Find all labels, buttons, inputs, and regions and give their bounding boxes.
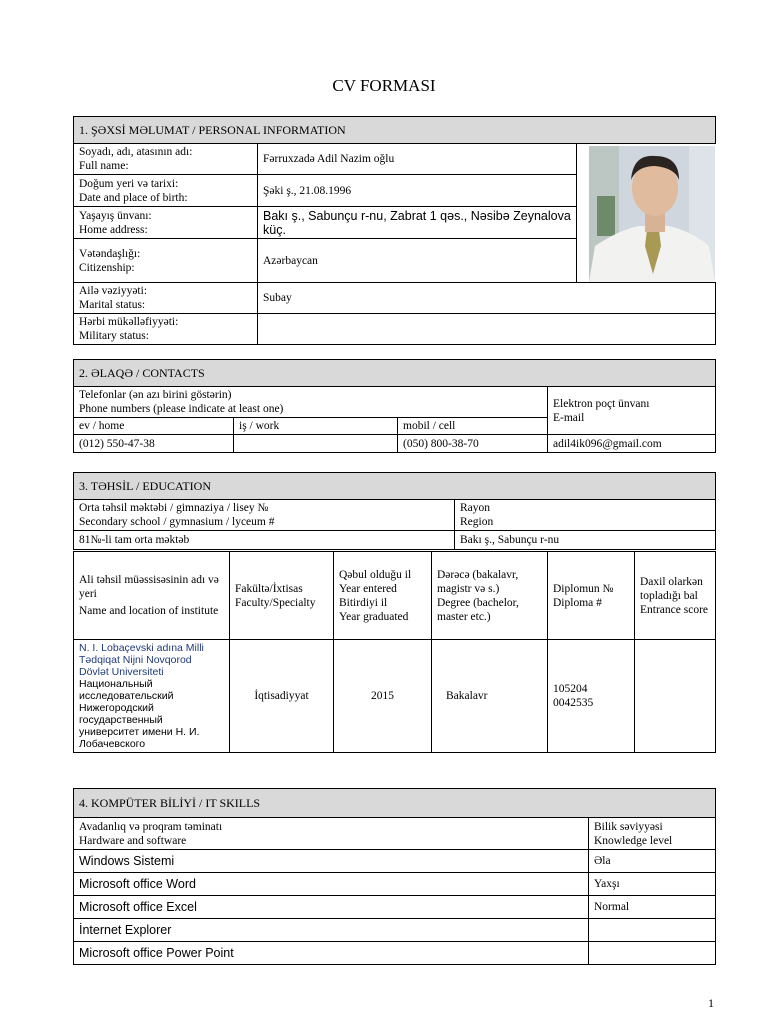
email-label: Elektron poçt ünvanı E-mail: [548, 387, 716, 435]
it-skill-name: Microsoft office Power Point: [74, 942, 589, 965]
work-phone-label: iş / work: [234, 418, 398, 435]
profile-photo: [589, 146, 715, 282]
software-header: Avadanlıq və proqram təminatı Hardware and software: [74, 818, 589, 850]
citizenship-value: Azərbaycan: [258, 239, 577, 283]
marital-value: Subay: [258, 283, 716, 314]
personal-section-header: 1. ŞƏXSİ MƏLUMAT / PERSONAL INFORMATION: [74, 117, 716, 144]
it-skill-name: Windows Sistemi: [74, 850, 589, 873]
contacts-section-header: 2. ƏLAQƏ / CONTACTS: [74, 360, 716, 387]
it-skill-name: Microsoft office Word: [74, 873, 589, 896]
it-skill-level: Əla: [589, 850, 716, 873]
year-header: Qəbul olduğu il Year entered Bitirdiyi il Year graduated: [334, 552, 432, 640]
year-value: 2015: [334, 640, 432, 753]
it-skill-level: [589, 942, 716, 965]
fullname-value: Fərruxzadə Adil Nazim oğlu: [258, 144, 577, 175]
work-phone-value: [234, 435, 398, 453]
it-section-header: 4. KOMPÜTER BİLİYİ / IT SKILLS: [74, 789, 716, 818]
school-value: 81№-li tam orta məktəb: [74, 531, 455, 550]
email-value: adil4ik096@gmail.com: [548, 435, 716, 453]
score-value: [635, 640, 716, 753]
diploma-header: Diplomun № Diploma #: [548, 552, 635, 640]
faculty-value: İqtisadiyyat: [230, 640, 334, 753]
mobile-phone-label: mobil / cell: [398, 418, 548, 435]
degree-header: Dərəcə (bakalavr, magistr və s.) Degree (bachelor, master etc.): [432, 552, 548, 640]
it-skill-level: Yaxşı: [589, 873, 716, 896]
degree-value: Bakalavr: [432, 640, 548, 753]
military-label: Hərbi mükəlləfiyyəti: Military status:: [74, 314, 258, 345]
it-skill-name: İnternet Explorer: [74, 919, 589, 942]
fullname-label: Soyadı, adı, atasının adı: Full name:: [74, 144, 258, 175]
page-number: 1: [708, 996, 714, 1010]
citizenship-label: Vətəndaşlığı: Citizenship:: [74, 239, 258, 283]
address-label: Yaşayış ünvanı: Home address:: [74, 207, 258, 239]
home-phone-label: ev / home: [74, 418, 234, 435]
school-label: Orta təhsil məktəbi / gimnaziya / lisey № Secondary school / gymnasium / lyceum #: [74, 500, 455, 531]
education-section-header: 3. TƏHSİL / EDUCATION: [74, 473, 716, 500]
diploma-value: 105204 0042535: [548, 640, 635, 753]
faculty-header: Fakültə/İxtisas Faculty/Specialty: [230, 552, 334, 640]
it-skill-level: [589, 919, 716, 942]
region-label: Rayon Region: [455, 500, 716, 531]
mobile-phone-value: (050) 800-38-70: [398, 435, 548, 453]
document-title: CV FORMASI: [332, 76, 436, 95]
marital-label: Ailə vəziyyəti: Marital status:: [74, 283, 258, 314]
birth-value: Şəki ş., 21.08.1996: [258, 175, 577, 207]
region-value: Bakı ş., Sabunçu r-nu: [455, 531, 716, 550]
contacts-table: [73, 359, 716, 453]
address-value: Bakı ş., Sabunçu r-nu, Zabrat 1 qəs., Nəsibə Zeynalova küç.: [258, 207, 577, 239]
military-value: [258, 314, 716, 345]
score-header: Daxil olarkən topladığı bal Entrance score: [635, 552, 716, 640]
phones-label: Telefonlar (ən azı birini göstərin) Phone numbers (please indicate at least one): [74, 387, 548, 418]
it-skill-name: Microsoft office Excel: [74, 896, 589, 919]
institute-value: N. I. Lobaçevski adına Milli Tədqiqat Nijni Novqorod Dövlət Universiteti Национальный исследовательский Нижегородский государственный университет имени Н. И. Лобачевского: [74, 640, 230, 753]
institute-header: Ali təhsil müəssisəsinin adı və yeri Name and location of institute: [74, 552, 230, 640]
birth-label: Doğum yeri və tarixi: Date and place of birth:: [74, 175, 258, 207]
higher-education-table: [73, 551, 716, 753]
it-skill-level: Normal: [589, 896, 716, 919]
it-skills-table: [73, 788, 716, 965]
education-school-table: [73, 472, 716, 550]
level-header: Bilik səviyyəsi Knowledge level: [589, 818, 716, 850]
home-phone-value: (012) 550-47-38: [74, 435, 234, 453]
